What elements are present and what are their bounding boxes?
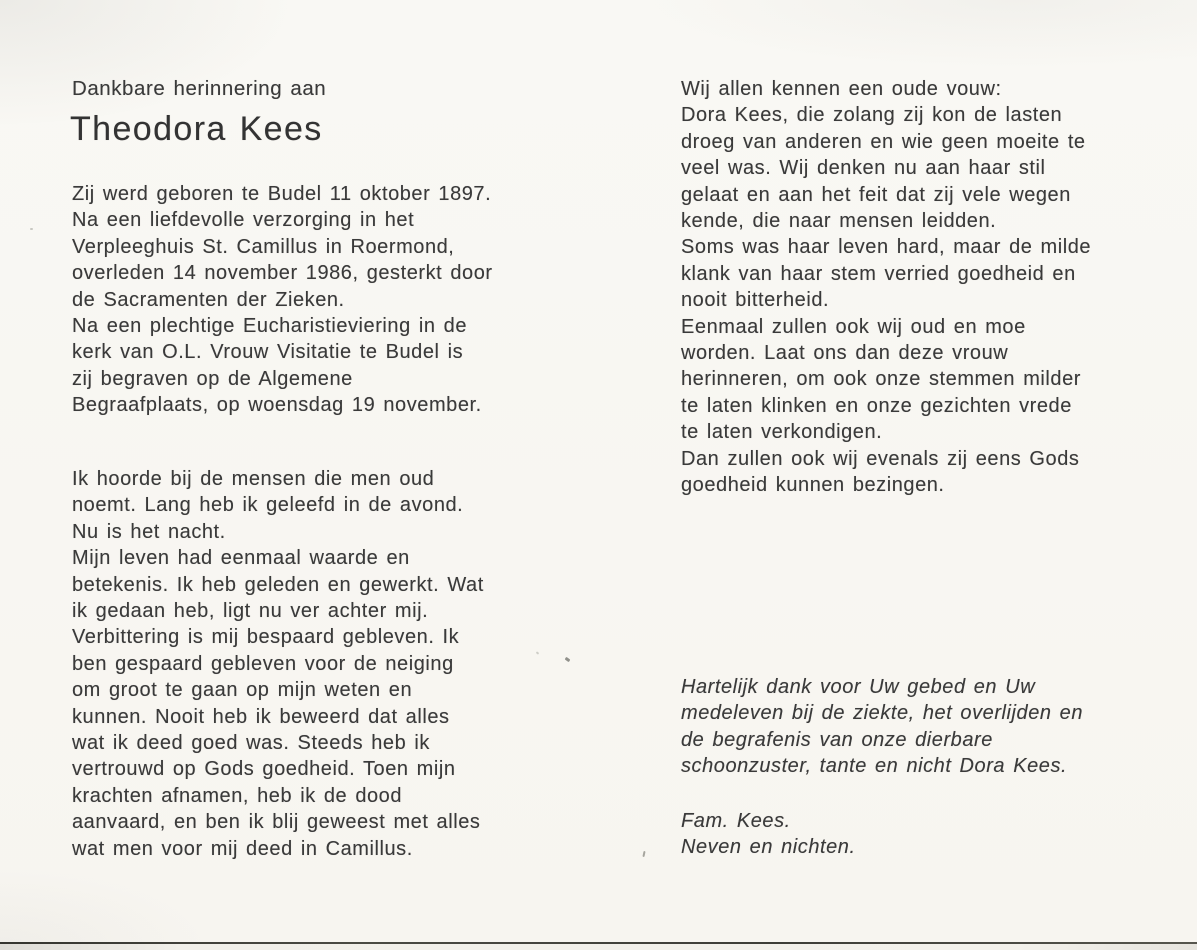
text-line: Verpleeghuis St. Camillus in Roermond, bbox=[72, 235, 455, 258]
text-line: herinneren, om ook onze stemmen milder bbox=[681, 368, 1081, 391]
text-line: medeleven bij de ziekte, het overlijden en bbox=[681, 702, 1083, 725]
text-line: aanvaard, en ben ik blij geweest met alles bbox=[72, 811, 481, 834]
text-line: nooit bitterheid. bbox=[681, 289, 830, 312]
text-line: Begraafplaats, op woensdag 19 november. bbox=[72, 394, 482, 417]
scan-background-strip bbox=[0, 944, 1197, 950]
text-line: Neven en nichten. bbox=[681, 836, 856, 859]
text-line: kunnen. Nooit heb ik beweerd dat alles bbox=[72, 705, 450, 728]
text-line: ben gespaard gebleven voor de neiging bbox=[72, 652, 454, 675]
text-line: wat men voor mij deed in Camillus. bbox=[72, 837, 413, 860]
text-line: Fam. Kees. bbox=[681, 810, 791, 832]
text-line: kende, die naar mensen leidden. bbox=[681, 210, 997, 233]
text-line: droeg van anderen en wie geen moeite te bbox=[681, 130, 1086, 153]
text-line: Nu is het nacht. bbox=[72, 520, 226, 543]
thanks-paragraph bbox=[681, 674, 1151, 780]
signature-block bbox=[681, 808, 1151, 861]
scan-speck bbox=[30, 228, 33, 230]
text-line: te laten verkondigen. bbox=[681, 421, 883, 444]
card-intro-text: Dankbare herinnering aan bbox=[72, 77, 327, 100]
text-line: Na een plechtige Eucharistieviering in de bbox=[72, 315, 467, 338]
text-line: Dora Kees, die zolang zij kon de lasten bbox=[681, 104, 1063, 127]
text-line: te laten klinken en onze gezichten vrede bbox=[681, 394, 1072, 417]
text-line: overleden 14 november 1986, gesterkt door bbox=[72, 262, 493, 285]
text-line: schoonzuster, tante en nicht Dora Kees. bbox=[681, 755, 1068, 778]
text-line: Soms was haar leven hard, maar de milde bbox=[681, 236, 1092, 259]
text-line: Na een liefdevolle verzorging in het bbox=[72, 209, 415, 232]
tribute-paragraph bbox=[681, 76, 1151, 499]
text-line: vertrouwd op Gods goedheid. Toen mijn bbox=[72, 758, 456, 781]
text-line: Eenmaal zullen ook wij oud en moe bbox=[681, 315, 1026, 338]
biography-paragraph bbox=[72, 181, 542, 419]
text-line: krachten afnamen, heb ik de dood bbox=[72, 784, 403, 807]
text-line: Verbittering is mij bespaard gebleven. Ik bbox=[72, 626, 460, 649]
text-line: Mijn leven had eenmaal waarde en bbox=[72, 547, 410, 570]
text-line: betekenis. Ik heb geleden en gewerkt. Wat bbox=[72, 573, 484, 596]
text-line: ik gedaan heb, ligt nu ver achter mij. bbox=[72, 600, 429, 623]
text-line: noemt. Lang heb ik geleefd in de avond. bbox=[72, 494, 464, 517]
text-line: de Sacramenten der Zieken. bbox=[72, 288, 345, 311]
scan-speck bbox=[565, 657, 571, 662]
text-line: worden. Laat ons dan deze vrouw bbox=[681, 342, 1009, 365]
text-line: om groot te gaan op mijn weten en bbox=[72, 679, 413, 702]
text-line: de begrafenis van onze dierbare bbox=[681, 728, 993, 751]
text-line: wat ik deed goed was. Steeds heb ik bbox=[72, 732, 430, 755]
text-line: gelaat en aan het feit dat zij vele wegen bbox=[681, 183, 1071, 206]
text-line: kerk van O.L. Vrouw Visitatie te Budel is bbox=[72, 341, 464, 364]
text-line: Wij allen kennen een oude vouw: bbox=[681, 78, 1002, 100]
text-line: Ik hoorde bij de mensen die men oud bbox=[72, 468, 435, 490]
text-line: klank van haar stem verried goedheid en bbox=[681, 262, 1076, 285]
deceased-name: Theodora Kees bbox=[70, 110, 323, 148]
text-line: Zij werd geboren te Budel 11 oktober 1897. bbox=[72, 183, 492, 205]
text-line: goedheid kunnen bezingen. bbox=[681, 474, 945, 497]
text-line: zij begraven op de Algemene bbox=[72, 367, 353, 390]
text-line: Hartelijk dank voor Uw gebed en Uw bbox=[681, 676, 1036, 698]
text-line: veel was. Wij denken nu aan haar stil bbox=[681, 157, 1046, 180]
meditation-paragraph bbox=[72, 466, 542, 862]
scan-speck bbox=[642, 851, 645, 857]
text-line: Dan zullen ook wij evenals zij eens Gods bbox=[681, 447, 1080, 470]
